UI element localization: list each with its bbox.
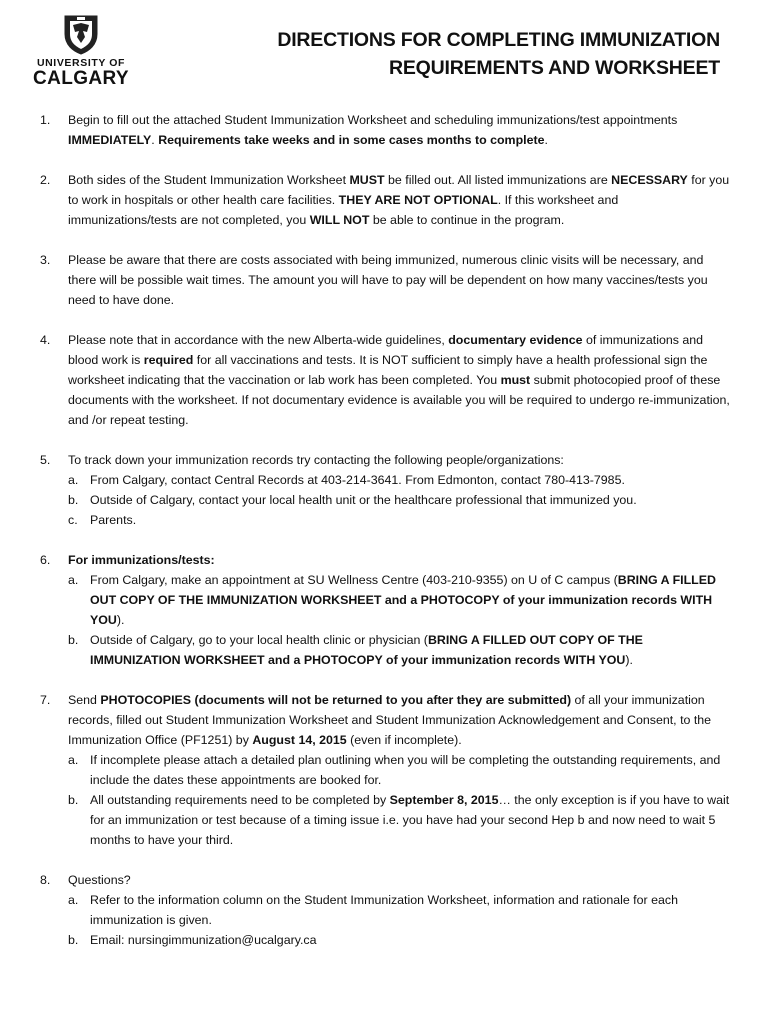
item-text-bold: NECESSARY: [611, 173, 688, 187]
item-text-bold: MUST: [349, 173, 385, 187]
item-text: be able to continue in the program.: [369, 213, 565, 227]
item-text: To track down your immunization records try contacting the following people/organizations:: [68, 453, 564, 467]
item-text: Send: [68, 693, 101, 707]
title-line-2: REQUIREMENTS AND WORKSHEET: [388, 57, 720, 79]
sub-item: [68, 470, 730, 490]
item-number: 6.: [40, 553, 51, 567]
page-title: [200, 26, 720, 82]
sub-letter: b.: [68, 493, 79, 507]
sub-text: Parents.: [90, 513, 137, 527]
item-text: . If this worksheet and immunizations/tests are not completed, you: [68, 193, 619, 227]
list-item: [40, 170, 730, 230]
sub-letter: a.: [68, 753, 79, 767]
sub-text: From Calgary, contact Central Records at 403-214-3641. From Edmonton, contact 780-413-7985.: [90, 473, 625, 487]
sub-text: If incomplete please attach a detailed plan outlining when you will be completing the outstanding requirements, and include the dates these appointments are booked for.: [90, 753, 721, 787]
sub-letter: c.: [68, 513, 78, 527]
list-item: [40, 450, 730, 530]
item-text: of all your immunization records, filled out Student Immunization Worksheet and Student Immunization Acknowledgement and Consent, to the Immunization Office (PF1251) by: [68, 693, 712, 747]
sub-text: Refer to the information column on the Student Immunization Worksheet, information and rationale for each immunization is given.: [90, 893, 678, 927]
item-text-bold: For immunizations/tests:: [68, 553, 215, 567]
sub-text: All outstanding requirements need to be completed by: [90, 793, 390, 807]
list-item: [40, 250, 730, 310]
item-text-bold: must: [500, 373, 531, 387]
sub-text: ).: [625, 653, 633, 667]
sub-text-bold: September 8, 2015: [389, 793, 499, 807]
sub-letter: a.: [68, 893, 79, 907]
list-item: [40, 330, 730, 430]
sub-text: Outside of Calgary, go to your local health clinic or physician (: [90, 633, 428, 647]
item-text-bold: PHOTOCOPIES (documents will not be returned to you after they are submitted): [100, 693, 572, 707]
item-number: 5.: [40, 453, 51, 467]
item-text: (even if incomplete).: [346, 733, 462, 747]
sub-item: [68, 790, 730, 850]
sub-letter: b.: [68, 633, 79, 647]
item-text: be filled out. All listed immunizations are: [384, 173, 612, 187]
item-text-bold: Requirements take weeks and in some cases months to complete: [158, 133, 545, 147]
item-number: 1.: [40, 113, 51, 127]
item-text: for you to work in hospitals or other health care facilities.: [68, 173, 730, 207]
sub-letter: b.: [68, 933, 79, 947]
directions-list: [40, 110, 730, 970]
item-number: 7.: [40, 693, 51, 707]
item-text: Please note that in accordance with the new Alberta-wide guidelines,: [68, 333, 449, 347]
list-item: [40, 690, 730, 850]
item-text-bold: August 14, 2015: [252, 733, 347, 747]
list-item: [40, 110, 730, 150]
university-logo: [30, 12, 132, 88]
email-link[interactable]: Email: nursingimmunization@ucalgary.ca: [90, 933, 317, 947]
title-line-1: DIRECTIONS FOR COMPLETING IMMUNIZATION: [277, 29, 720, 51]
item-number: 4.: [40, 333, 51, 347]
sub-text: Outside of Calgary, contact your local health unit or the healthcare professional that immunized you.: [90, 493, 637, 507]
crest-icon: [61, 12, 101, 56]
item-number: 2.: [40, 173, 51, 187]
item-text-bold: documentary evidence: [448, 333, 583, 347]
logo-text-calgary: CALGARY: [32, 68, 130, 89]
list-item: [40, 550, 730, 670]
sub-text: … the only exception is if you have to wait for an immunization or test because of a timing issue i.e. you have had your second Hep b and now need to wait 5 months to have your third.: [90, 793, 730, 847]
sub-item: [68, 510, 730, 530]
item-text: for all vaccinations and tests. It is NOT sufficient to simply have a health professional sign the worksheet indicating that the vaccination or lab work has been completed. You: [68, 353, 708, 387]
item-text-bold: required: [143, 353, 194, 367]
sub-item: [68, 630, 730, 670]
item-text: Please be aware that there are costs associated with being immunized, numerous clinic visits will be necessary, and there will be possible wait times. The amount you will have to pay will be dependent on how many vaccines/tests you need to have done.: [68, 253, 708, 307]
sub-item: [68, 490, 730, 510]
sub-text: From Calgary, make an appointment at SU Wellness Centre (403-210-9355) on U of C campus (: [90, 573, 618, 587]
item-number: 3.: [40, 253, 51, 267]
item-text-bold: IMMEDIATELY: [68, 133, 152, 147]
item-text: Questions?: [68, 873, 131, 887]
sub-letter: b.: [68, 793, 79, 807]
item-text: .: [544, 133, 548, 147]
item-text: Both sides of the Student Immunization Worksheet: [68, 173, 350, 187]
sub-text-bold: BRING A FILLED OUT COPY OF THE IMMUNIZATION WORKSHEET and a PHOTOCOPY of your immunization records WITH YOU: [90, 633, 643, 667]
list-item: [40, 870, 730, 950]
logo-text-university: UNIVERSITY OF: [36, 57, 126, 69]
item-text: submit photocopied proof of these documents with the worksheet. If not documentary evidence is available you will be required to undergo re-immunization, and /or repeat testing.: [68, 373, 730, 427]
sub-text: ).: [116, 613, 125, 627]
item-text-bold: WILL NOT: [309, 213, 370, 227]
sub-letter: a.: [68, 473, 79, 487]
sub-letter: a.: [68, 573, 79, 587]
sub-text-bold: BRING A FILLED OUT COPY OF THE IMMUNIZATION WORKSHEET and a PHOTOCOPY of your immunization records WITH YOU: [90, 573, 716, 627]
sub-item: [68, 750, 730, 790]
item-text: .: [151, 133, 159, 147]
sub-item: [68, 890, 730, 930]
item-text: of immunizations and blood work is: [68, 333, 704, 367]
sub-item: [68, 570, 730, 630]
item-text-bold: THEY ARE NOT OPTIONAL: [338, 193, 498, 207]
sub-item: [68, 930, 730, 950]
item-text: Begin to fill out the attached Student Immunization Worksheet and scheduling immunizations/test appointments: [68, 113, 678, 127]
item-number: 8.: [40, 873, 51, 887]
